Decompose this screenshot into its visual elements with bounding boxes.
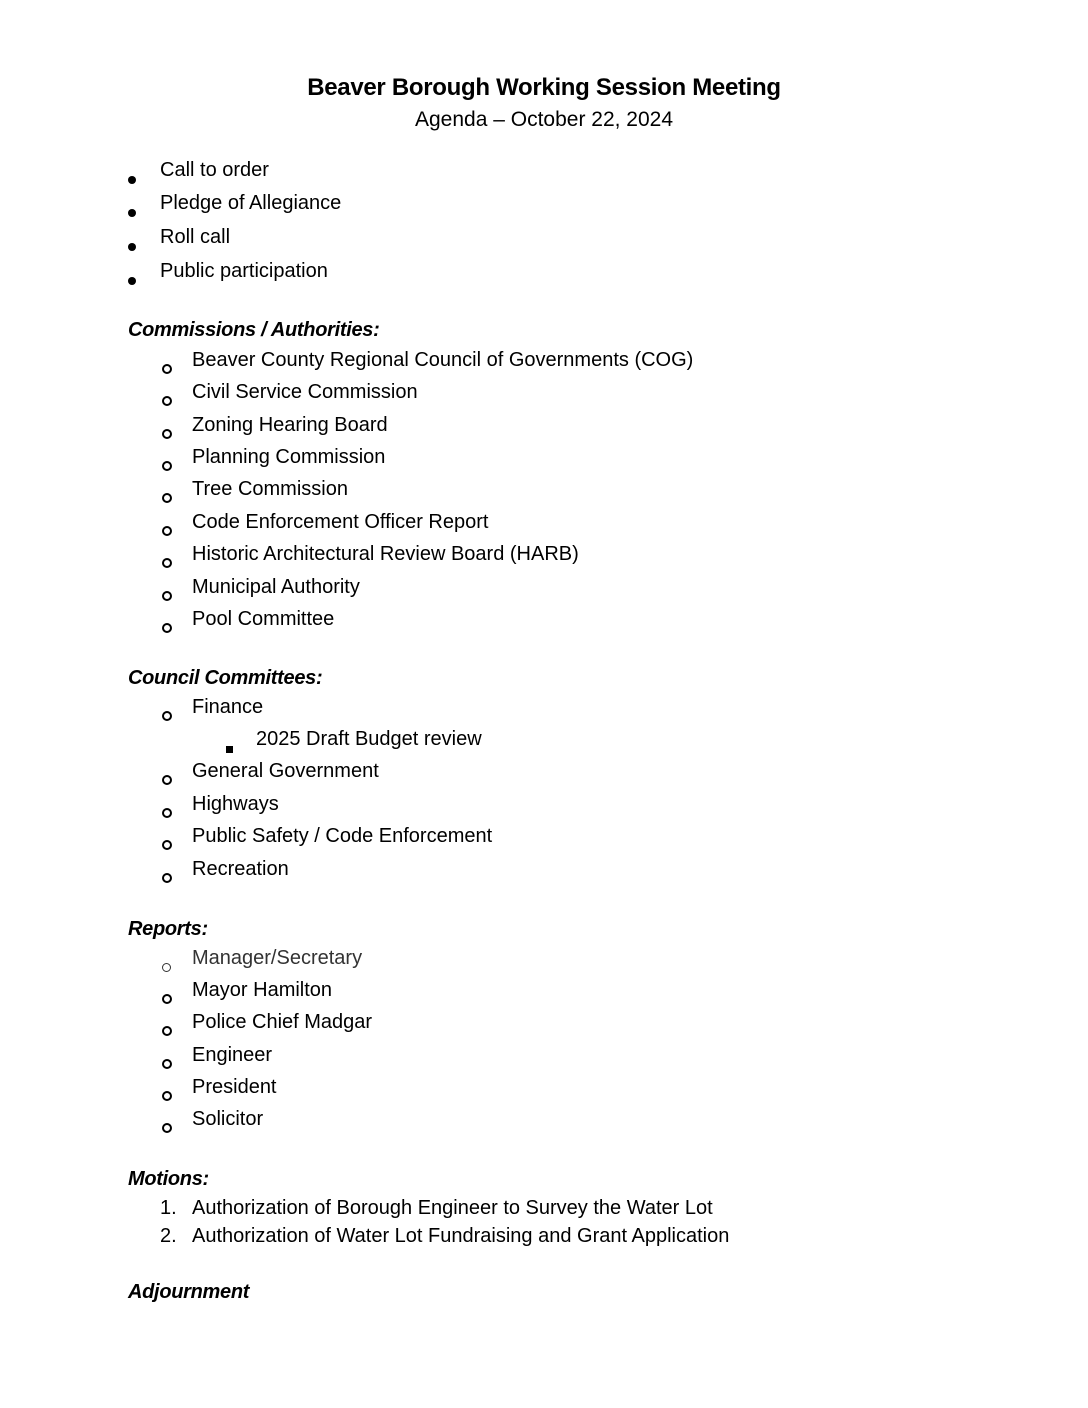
bullet-circle-icon — [162, 429, 172, 439]
item-number: 1. — [160, 1197, 177, 1219]
bullet-disc-icon — [128, 277, 136, 285]
bullet-circle-icon — [162, 591, 172, 601]
section-heading-motions: Motions: — [128, 1168, 209, 1190]
bullet-circle-icon — [162, 364, 172, 374]
bullet-circle-icon — [162, 623, 172, 633]
bullet-circle-icon — [162, 493, 172, 503]
bullet-circle-icon — [162, 526, 172, 536]
bullet-circle-icon — [162, 396, 172, 406]
document-subtitle: Agenda – October 22, 2024 — [414, 108, 674, 131]
bullet-circle-icon — [162, 808, 172, 818]
bullet-disc-icon — [128, 243, 136, 251]
item-number: 2. — [160, 1225, 177, 1247]
bullet-circle-icon — [162, 1123, 172, 1133]
bullet-circle-icon — [162, 558, 172, 568]
bullet-circle-icon — [162, 1091, 172, 1101]
bullet-circle-icon — [162, 963, 171, 972]
section-heading-council-committees: Council Committees: — [128, 667, 323, 689]
bullet-square-icon — [226, 746, 233, 753]
section-heading-commissions: Commissions / Authorities: — [128, 319, 380, 341]
bullet-circle-icon — [162, 873, 172, 883]
bullet-circle-icon — [162, 461, 172, 471]
bullet-circle-icon — [162, 840, 172, 850]
section-heading-reports: Reports: — [128, 918, 208, 940]
bullet-disc-icon — [128, 209, 136, 217]
section-heading-adjournment: Adjournment — [128, 1281, 250, 1303]
bullet-circle-icon — [162, 1059, 172, 1069]
agenda-page: Beaver Borough Working Session Meeting Agenda – October 22, 2024 Call to order Pledge of Allegiance Roll call Public participation Commissions / Authorities: Beaver County Regional Council of Governments (COG) Civil Service Commission Zoning Hearing Board Planning Commission Tree Commission Code Enforcement Officer Report Historic Architectural Review Board (HARB) Municipal Authority Pool Committee Council Committees: Finance 2025 Draft Budget review General Government Highways Public Safety / Code Enforcement Recreation Reports: Manager/Secretary Mayor Hamilton Police Chief Madgar Engineer President Solicitor Motions: 1. Authorization of Borough Engineer to Survey the Water Lot 2. Authorization of Water Lot Fundraising and Grant Application Adjournment — [0, 0, 1088, 1408]
document-title: Beaver Borough Working Session Meeting — [307, 74, 781, 101]
bullet-circle-icon — [162, 1026, 172, 1036]
bullet-circle-icon — [162, 994, 172, 1004]
bullet-disc-icon — [128, 176, 136, 184]
bullet-circle-icon — [162, 711, 172, 721]
bullet-circle-icon — [162, 775, 172, 785]
